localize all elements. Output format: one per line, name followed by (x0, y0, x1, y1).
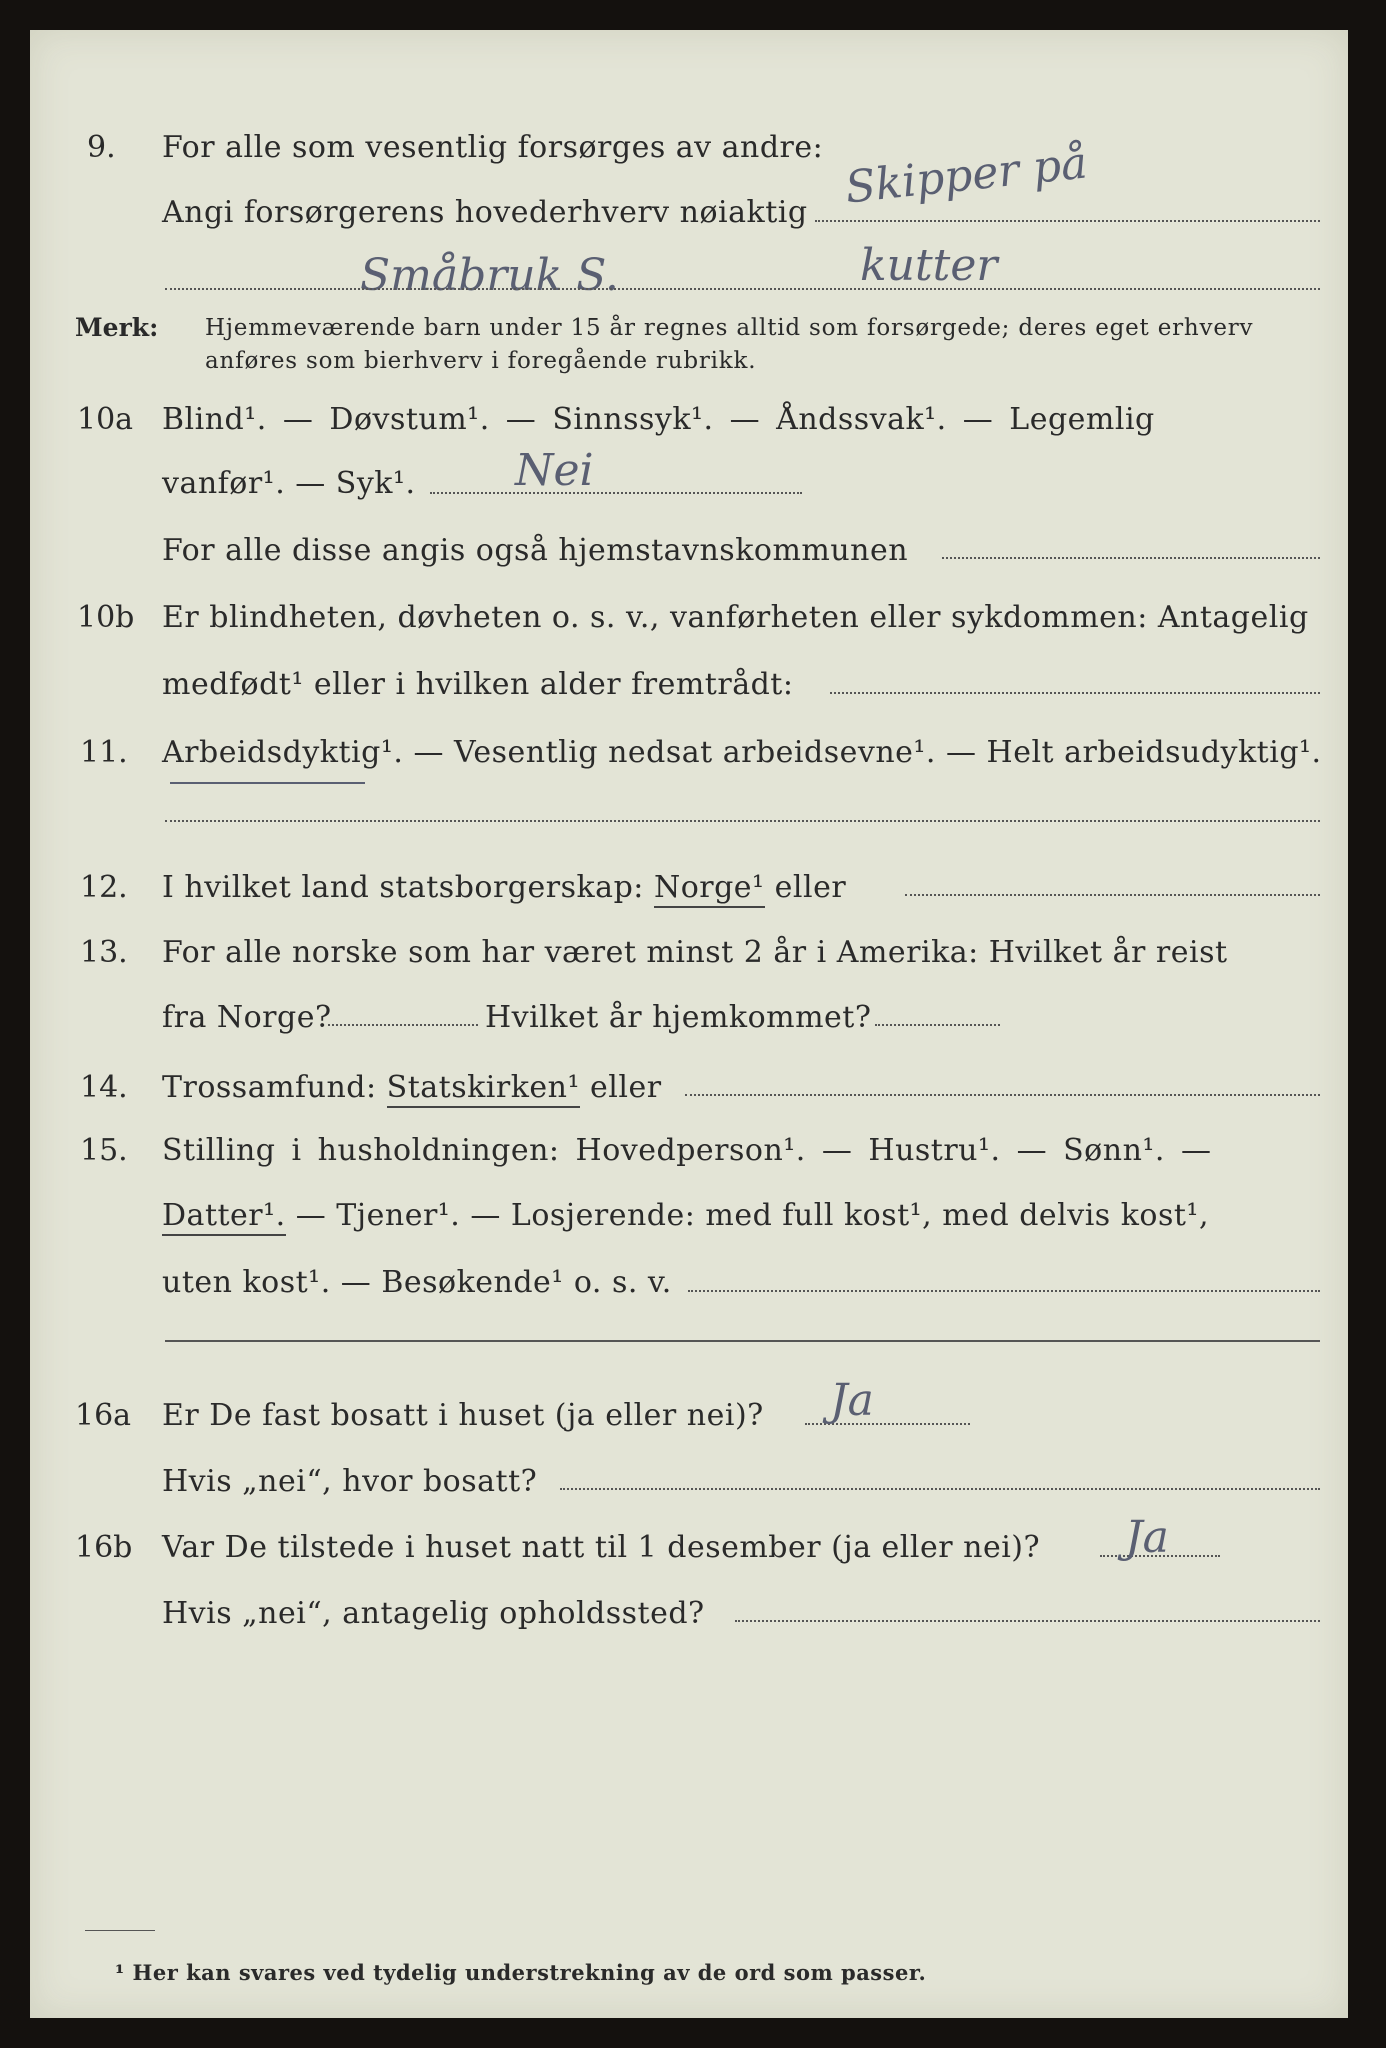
q15-line2 (162, 1198, 1209, 1233)
q10b-number: 10b (77, 600, 135, 635)
q10a-line3: For alle disse angis også hjemstavnskommunen (162, 533, 909, 568)
q10b-answer-line (830, 692, 1320, 694)
q9-answer-line (815, 220, 1320, 222)
q16a-bosatt-line (560, 1488, 1320, 1490)
q12-after: eller (774, 870, 847, 905)
q10b-line1: Er blindheten, døvheten o. s. v., vanførheten eller sykdommen: Antagelig (162, 600, 1309, 635)
census-form-page (30, 30, 1348, 2018)
q12-number: 12. (80, 870, 128, 905)
q14-underlined: Statskirken¹ (387, 1070, 580, 1108)
q12-text: I hvilket land statsborgerskap: (162, 870, 644, 905)
q14-text: Trossamfund: (162, 1070, 377, 1105)
q15-line3: uten kost¹. — Besøkende¹ o. s. v. (162, 1265, 672, 1300)
merk-label: Merk: (75, 313, 159, 342)
q9-handwriting-b: kutter (860, 240, 998, 291)
q16b-handwriting: Ja (1125, 1512, 1169, 1563)
q15-datter: Datter¹. (162, 1198, 286, 1236)
q12-answer-line (905, 894, 1320, 896)
q15-answer-line (688, 1290, 1320, 1292)
q13-number: 13. (80, 935, 128, 970)
q13-line2b: Hvilket år hjemkommet? (485, 1000, 872, 1035)
q16b-line2: Hvis „nei“, antagelig opholdssted? (162, 1596, 705, 1631)
q10a-line2: vanfør¹. — Syk¹. (162, 466, 416, 501)
q16b-line1: Var De tilstede i huset natt til 1 desember (ja eller nei)? (162, 1530, 1041, 1565)
q16b-number: 16b (75, 1530, 133, 1565)
q13-reist-line (328, 1024, 478, 1026)
q14-line (162, 1070, 662, 1105)
footnote-rule (85, 1930, 155, 1931)
q9-line2: Angi forsørgerens hovederhverv nøiaktig (162, 195, 808, 230)
q10a-home-line (942, 557, 1320, 559)
q14-answer-line (685, 1094, 1320, 1096)
q16a-line2: Hvis „nei“, hvor bosatt? (162, 1464, 538, 1499)
q9-line1: For alle som vesentlig forsørges av andre: (162, 130, 824, 165)
merk-line2: anføres som bierhverv i foregående rubrikk. (205, 348, 757, 374)
q11-number: 11. (80, 735, 128, 770)
q9-number: 9. (87, 130, 116, 165)
q11-answer-line (165, 820, 1320, 822)
q12-line (162, 870, 846, 905)
q15-line2-rest: — Tjener¹. — Losjerende: med full kost¹, med delvis kost¹, (295, 1198, 1209, 1233)
q13-line2a: fra Norge? (162, 1000, 332, 1035)
q13-hjem-line (875, 1024, 1000, 1026)
q10a-number: 10a (77, 402, 134, 437)
q16b-opholdssted-line (735, 1620, 1320, 1622)
q16a-line1: Er De fast bosatt i huset (ja eller nei)? (162, 1398, 764, 1433)
q14-after: eller (590, 1070, 662, 1105)
q15-number: 15. (80, 1133, 128, 1168)
q15-line1: Stilling i husholdningen: Hovedperson¹. — Hustru¹. — Sønn¹. — (162, 1133, 1212, 1168)
q15-answer-line-2 (165, 1340, 1320, 1342)
q14-number: 14. (80, 1070, 128, 1105)
q9-answer-line-2 (165, 288, 1320, 290)
q13-line1: For alle norske som har været minst 2 år i Amerika: Hvilket år reist (162, 935, 1228, 970)
q11-line1: Arbeidsdyktig¹. — Vesentlig nedsat arbeidsevne¹. — Helt arbeidsudyktig¹. (162, 735, 1322, 770)
q16a-number: 16a (75, 1398, 132, 1433)
merk-line1: Hjemmeværende barn under 15 år regnes alltid som forsørgede; deres eget erhverv (205, 315, 1254, 341)
q10a-handwriting: Nei (515, 445, 594, 496)
q10a-answer-line (430, 492, 802, 494)
q12-underlined: Norge¹ (654, 870, 765, 908)
q10b-line2: medfødt¹ eller i hvilken alder fremtrådt: (162, 667, 794, 702)
q9-handwriting-a: Skipper på (842, 137, 1090, 214)
footnote: ¹ Her kan svares ved tydelig understrekning av de ord som passer. (115, 1960, 927, 1985)
q10a-line1: Blind¹. — Døvstum¹. — Sinnssyk¹. — Åndssvak¹. — Legemlig (162, 402, 1155, 437)
q9-handwriting-c: Småbruk S. (360, 250, 619, 301)
q11-handwritten-underline (170, 782, 365, 784)
q16a-handwriting: Ja (830, 1375, 874, 1426)
